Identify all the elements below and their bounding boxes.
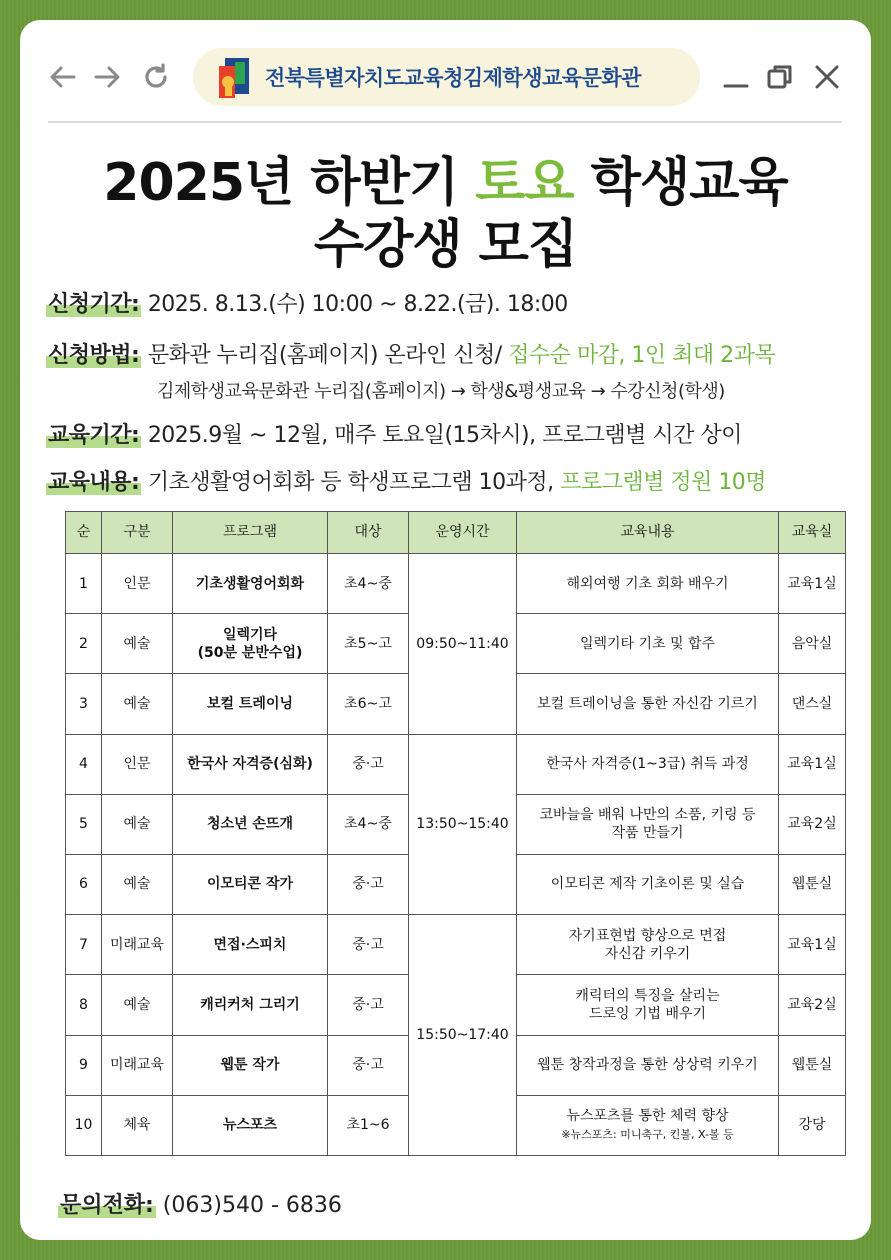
program-table	[65, 511, 846, 1156]
row-target: 초6~고	[328, 674, 409, 734]
row-category: 미래교육	[102, 1035, 173, 1095]
row-content: 웹툰 창작과정을 통한 상상력 키우기	[517, 1035, 779, 1095]
edu-period-value: 2025.9월 ~ 12월, 매주 토요일(15차시), 프로그램별 시간 상이	[147, 423, 742, 448]
content-value: 기초생활영어회화 등 학생프로그램 10과정,	[147, 470, 561, 495]
contact-label: 문의전화:	[58, 1188, 156, 1219]
row-category: 인문	[102, 554, 173, 614]
method-label: 신청방법:	[46, 338, 141, 369]
row-program: 청소년 손뜨개	[173, 794, 328, 854]
row-target: 초4~중	[328, 554, 409, 614]
header-category: 구분	[102, 512, 173, 554]
row-content: 보컬 트레이닝을 통한 자신감 기르기	[517, 674, 779, 734]
row-content: 해외여행 기초 회화 배우기	[517, 554, 779, 614]
row-no: 7	[66, 915, 102, 975]
row-content: 한국사 자격증(1~3급) 취득 과정	[517, 734, 779, 794]
row-target: 중·고	[328, 734, 409, 794]
time-slot: 13:50~15:40	[409, 734, 517, 915]
row-no: 4	[66, 734, 102, 794]
row-target: 중·고	[328, 915, 409, 975]
row-no: 6	[66, 854, 102, 914]
row-no: 3	[66, 674, 102, 734]
title-highlight: 토요	[475, 153, 574, 213]
row-target: 초4~중	[328, 794, 409, 854]
contact-info	[58, 1188, 342, 1219]
content-note: ※뉴스포츠: 미니축구, 킨볼, X-볼 등	[561, 1128, 734, 1142]
row-program: 캐리커처 그리기	[173, 975, 328, 1035]
row-program: 뉴스포츠	[173, 1095, 328, 1155]
row-program: 웹툰 작가	[173, 1035, 328, 1095]
row-content: 자기표현법 향상으로 면접 자신감 키우기	[517, 915, 779, 975]
close-icon[interactable]	[812, 62, 842, 92]
row-target: 중·고	[328, 1035, 409, 1095]
row-room: 교육1실	[779, 734, 846, 794]
row-room: 댄스실	[779, 674, 846, 734]
row-category: 체육	[102, 1095, 173, 1155]
page-title-line2: 수강생 모집	[313, 215, 578, 275]
row-program: 일렉기타 (50분 분반수업)	[173, 614, 328, 674]
row-target: 중·고	[328, 975, 409, 1035]
row-target: 초1~6	[328, 1095, 409, 1155]
office-logo-icon	[215, 54, 253, 100]
header-target: 대상	[328, 512, 409, 554]
row-room: 교육2실	[779, 794, 846, 854]
header-program: 프로그램	[173, 512, 328, 554]
row-program: 기초생활영어회화	[173, 554, 328, 614]
header-room: 교육실	[779, 512, 846, 554]
method-sub: 김제학생교육문화관 누리집(홈페이지) → 학생&평생교육 → 수강신청(학생)	[157, 381, 725, 402]
info-method	[46, 338, 775, 369]
method-value: 문화관 누리집(홈페이지) 온라인 신청/	[147, 343, 509, 368]
row-no: 8	[66, 975, 102, 1035]
row-no: 10	[66, 1095, 102, 1155]
header-no: 순	[66, 512, 102, 554]
header-content: 교육내용	[517, 512, 779, 554]
row-no: 1	[66, 554, 102, 614]
table-row	[66, 915, 846, 975]
row-room: 교육2실	[779, 975, 846, 1035]
row-no: 5	[66, 794, 102, 854]
row-room: 교육1실	[779, 915, 846, 975]
row-category: 예술	[102, 975, 173, 1035]
restore-icon[interactable]	[765, 62, 795, 92]
time-slot: 15:50~17:40	[409, 915, 517, 1156]
row-category: 예술	[102, 794, 173, 854]
address-bar[interactable]	[193, 48, 700, 106]
row-program: 면접·스피치	[173, 915, 328, 975]
row-category: 미래교육	[102, 915, 173, 975]
info-content	[46, 465, 766, 496]
row-content: 이모티콘 제작 기초이론 및 실습	[517, 854, 779, 914]
page-title-line1: 2025년 하반기 토요 학생교육	[103, 153, 788, 213]
row-room: 웹툰실	[779, 854, 846, 914]
arrow-right-icon[interactable]	[92, 62, 122, 92]
row-no: 2	[66, 614, 102, 674]
table-row	[66, 734, 846, 794]
row-room: 강당	[779, 1095, 846, 1155]
period-value: 2025. 8.13.(수) 10:00 ~ 8.22.(금). 18:00	[147, 292, 568, 317]
row-target: 중·고	[328, 854, 409, 914]
table-header-row	[66, 512, 846, 554]
period-label: 신청기간:	[46, 287, 141, 318]
row-content: 코바늘을 배워 나만의 소품, 키링 등 작품 만들기	[517, 794, 779, 854]
row-content: 뉴스포츠를 통한 체력 향상 ※뉴스포츠: 미니축구, 킨볼, X-볼 등	[517, 1095, 779, 1155]
table-row	[66, 554, 846, 614]
row-room: 교육1실	[779, 554, 846, 614]
edu-period-label: 교육기간:	[46, 418, 141, 449]
row-target: 초5~고	[328, 614, 409, 674]
info-edu-period	[46, 418, 742, 449]
row-content: 캐릭터의 특징을 살리는 드로잉 기법 배우기	[517, 975, 779, 1035]
row-category: 예술	[102, 614, 173, 674]
header-divider	[48, 121, 842, 123]
row-program: 한국사 자격증(심화)	[173, 734, 328, 794]
method-highlight: 접수순 마감, 1인 최대 2과목	[508, 343, 776, 368]
row-no: 9	[66, 1035, 102, 1095]
row-category: 예술	[102, 674, 173, 734]
row-program: 보컬 트레이닝	[173, 674, 328, 734]
minimize-icon[interactable]	[721, 62, 751, 92]
content-highlight: 프로그램별 정원 10명	[560, 470, 767, 495]
time-slot: 09:50~11:40	[409, 554, 517, 735]
address-text: 전북특별자치도교육청김제학생교육문화관	[265, 66, 641, 90]
row-program: 이모티콘 작가	[173, 854, 328, 914]
row-content: 일렉기타 기초 및 합주	[517, 614, 779, 674]
row-category: 예술	[102, 854, 173, 914]
row-room: 웹툰실	[779, 1035, 846, 1095]
arrow-left-icon[interactable]	[48, 62, 78, 92]
header-time: 운영시간	[409, 512, 517, 554]
refresh-icon[interactable]	[141, 62, 171, 92]
content-label: 교육내용:	[46, 465, 141, 496]
row-room: 음악실	[779, 614, 846, 674]
contact-phone[interactable]: (063)540 - 6836	[155, 1193, 342, 1218]
row-category: 인문	[102, 734, 173, 794]
info-period	[46, 287, 568, 318]
